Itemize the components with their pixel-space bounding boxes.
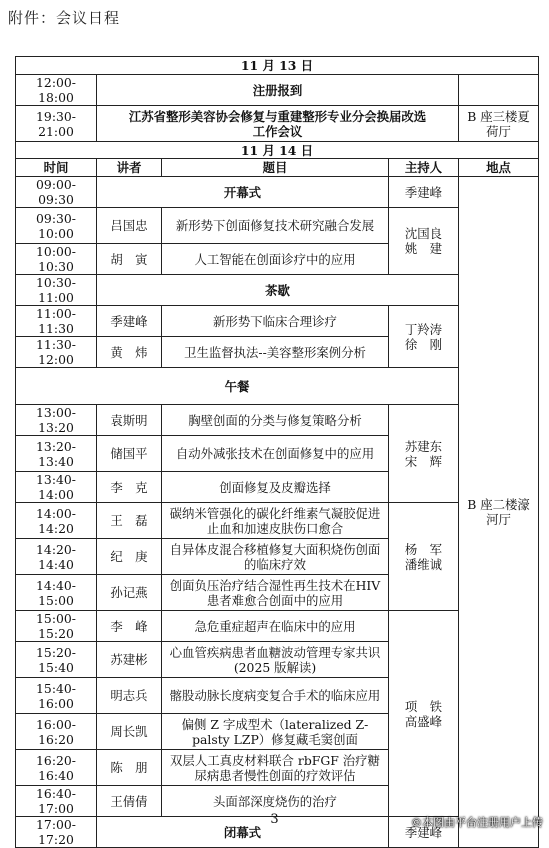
topic-cell: 人工智能在创面诊疗中的应用 (162, 244, 389, 275)
host-cell: 丁羚涛 徐 刚 (389, 306, 459, 368)
speaker-cell: 李 峰 (97, 611, 162, 642)
topic-cell: 创面负压治疗结合湿性再生技术在HIV 患者难愈合创面中的应用 (162, 575, 389, 611)
time-cell: 14:40-15:00 (16, 575, 97, 611)
header-topic: 题目 (162, 159, 389, 177)
day2-date: 11 月 14 日 (16, 142, 539, 159)
topic-cell: 新形势下创面修复技术研究融合发展 (162, 208, 389, 244)
time-cell: 16:20-16:40 (16, 750, 97, 786)
header-venue: 地点 (459, 159, 539, 177)
venue-cell-main: B 座二楼濠河厅 (459, 177, 539, 848)
speaker-cell: 周长凯 (97, 714, 162, 750)
topic-cell: 心血管疾病患者血糖波动管理专家共识(2025 版解读) (162, 642, 389, 678)
time-cell: 15:20-15:40 (16, 642, 97, 678)
time-cell: 10:30-11:00 (16, 275, 97, 306)
time-cell: 11:00-11:30 (16, 306, 97, 337)
event-tea-break: 茶歇 (97, 275, 459, 306)
speaker-cell: 李 克 (97, 472, 162, 503)
host-cell: 苏建东 宋 辉 (389, 405, 459, 503)
topic-cell: 自异体皮混合移植修复大面积烧伤创面的临床疗效 (162, 539, 389, 575)
host-cell: 季建峰 (389, 177, 459, 208)
time-cell: 15:40-16:00 (16, 678, 97, 714)
day1-date: 11 月 13 日 (16, 57, 539, 75)
host-cell: 项 铁 高盛峰 (389, 611, 459, 817)
topic-cell: 新形势下临床合理诊疗 (162, 306, 389, 337)
speaker-cell: 季建峰 (97, 306, 162, 337)
time-cell: 09:30-10:00 (16, 208, 97, 244)
host-cell: 杨 军 潘维诚 (389, 503, 459, 611)
topic-cell: 自动外减张技术在创面修复中的应用 (162, 436, 389, 472)
time-cell: 13:20-13:40 (16, 436, 97, 472)
speaker-cell: 胡 寅 (97, 244, 162, 275)
venue-cell: B 座三楼夏荷厅 (459, 106, 539, 142)
time-cell: 16:00-16:20 (16, 714, 97, 750)
time-cell: 16:40-17:00 (16, 786, 97, 817)
topic-cell: 创面修复及皮瓣选择 (162, 472, 389, 503)
event-closing: 闭幕式 (97, 817, 389, 848)
topic-cell: 偏侧 Z 字成型术（lateralized Z-palsty LZP）修复藏毛窦创面 (162, 714, 389, 750)
header-time: 时间 (16, 159, 97, 177)
speaker-cell: 纪 庚 (97, 539, 162, 575)
time-cell: 11:30-12:00 (16, 337, 97, 368)
page-number: 3 (270, 812, 279, 827)
speaker-cell: 苏建彬 (97, 642, 162, 678)
speaker-cell: 王倩倩 (97, 786, 162, 817)
time-cell: 13:40-14:00 (16, 472, 97, 503)
event-lunch: 午餐 (16, 368, 459, 405)
event-registration: 注册报到 (97, 75, 459, 106)
time-cell: 14:20-14:40 (16, 539, 97, 575)
topic-cell: 双层人工真皮材料联合 rbFGF 治疗糖尿病患者慢性创面的疗效评估 (162, 750, 389, 786)
topic-cell: 碳纳米管强化的碳化纤维素气凝胶促进止血和加速皮肤伤口愈合 (162, 503, 389, 539)
time-cell: 10:00-10:30 (16, 244, 97, 275)
time-cell: 14:00-14:20 (16, 503, 97, 539)
venue-cell-empty (459, 75, 539, 106)
speaker-cell: 明志兵 (97, 678, 162, 714)
header-speaker: 讲者 (97, 159, 162, 177)
topic-cell: 胸壁创面的分类与修复策略分析 (162, 405, 389, 436)
schedule-table (15, 56, 539, 848)
speaker-cell: 孙记燕 (97, 575, 162, 611)
speaker-cell: 陈 朋 (97, 750, 162, 786)
watermark: ©本图由平台注册用户上传 (411, 816, 543, 829)
speaker-cell: 储国平 (97, 436, 162, 472)
topic-cell: 急危重症超声在临床中的应用 (162, 611, 389, 642)
attachment-label: 附件：会议日程 (8, 9, 121, 27)
time-cell: 19:30-21:00 (16, 106, 97, 142)
topic-cell: 卫生监督执法--美容整形案例分析 (162, 337, 389, 368)
time-cell: 17:00-17:20 (16, 817, 97, 848)
host-cell: 季建峰 (389, 817, 459, 848)
time-cell: 15:00-15:20 (16, 611, 97, 642)
header-host: 主持人 (389, 159, 459, 177)
topic-cell: 头面部深度烧伤的治疗 (162, 786, 389, 817)
speaker-cell: 吕国忠 (97, 208, 162, 244)
topic-cell: 髂股动脉长度病变复合手术的临床应用 (162, 678, 389, 714)
speaker-cell: 袁斯明 (97, 405, 162, 436)
time-cell: 13:00-13:20 (16, 405, 97, 436)
speaker-cell: 王 磊 (97, 503, 162, 539)
speaker-cell: 黄 炜 (97, 337, 162, 368)
time-cell: 12:00-18:00 (16, 75, 97, 106)
time-cell: 09:00-09:30 (16, 177, 97, 208)
event-opening: 开幕式 (97, 177, 389, 208)
event-council-meeting: 江苏省整形美容协会修复与重建整形专业分会换届改选工作会议 (97, 106, 459, 142)
host-cell: 沈国良 姚 建 (389, 208, 459, 275)
